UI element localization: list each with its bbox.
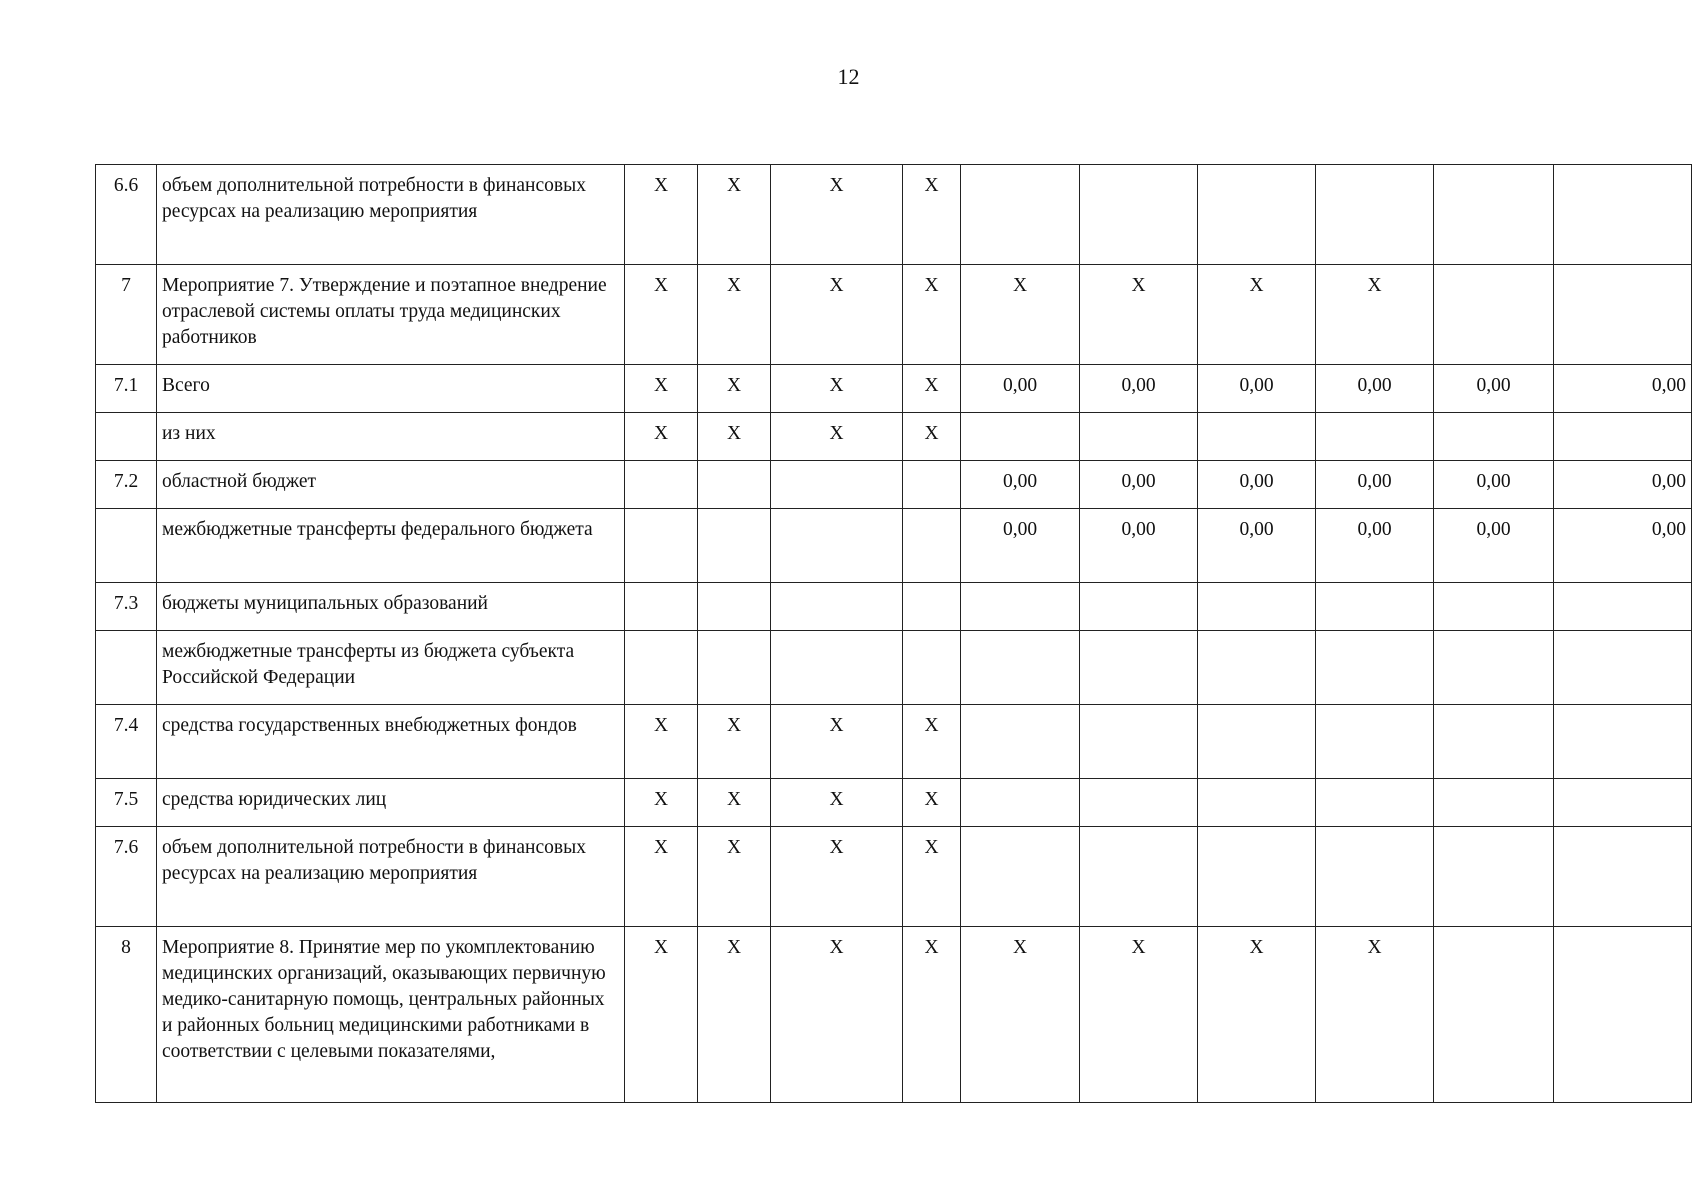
table-cell [961,413,1080,461]
table-cell [903,509,961,583]
table-cell: X [903,365,961,413]
row-description: из них [157,413,625,461]
table-cell [1080,827,1198,927]
table-cell [1434,583,1554,631]
row-number [96,631,157,705]
row-description: межбюджетные трансферты федерального бюджета [157,509,625,583]
row-description: областной бюджет [157,461,625,509]
row-description: объем дополнительной потребности в финансовых ресурсах на реализацию мероприятия [157,827,625,927]
row-description: Всего [157,365,625,413]
table-cell [903,461,961,509]
table-cell [961,779,1080,827]
table-cell: X [698,165,771,265]
table-cell [625,583,698,631]
page-number: 12 [837,64,860,89]
table-cell: X [1080,265,1198,365]
table-cell [1198,705,1316,779]
table-cell: 0,00 [1080,365,1198,413]
table-cell: X [771,779,903,827]
row-number: 7.5 [96,779,157,827]
table-cell: 0,00 [1434,365,1554,413]
table-cell [1198,583,1316,631]
table-cell [698,509,771,583]
table-row [96,583,1692,631]
table-cell [1316,631,1434,705]
table-cell [1080,583,1198,631]
row-number: 7.2 [96,461,157,509]
table-cell: X [625,265,698,365]
table-cell [1080,779,1198,827]
table-cell: X [771,165,903,265]
table-cell: X [771,927,903,1103]
table-cell [1316,165,1434,265]
table-cell [1434,927,1554,1103]
table-cell: X [625,927,698,1103]
table-cell [625,509,698,583]
table-cell [1316,583,1434,631]
table-cell: X [771,413,903,461]
table-cell [698,461,771,509]
table-body [96,165,1692,1103]
table-cell: X [625,705,698,779]
table-cell: X [903,705,961,779]
row-number: 7.4 [96,705,157,779]
table-cell: X [698,779,771,827]
row-description: межбюджетные трансферты из бюджета субъекта Российской Федерации [157,631,625,705]
table-cell: X [1198,265,1316,365]
table-cell: 0,00 [961,365,1080,413]
table-cell: X [903,165,961,265]
row-number: 7.1 [96,365,157,413]
table-cell: X [625,779,698,827]
table-cell [1198,165,1316,265]
table-cell: X [698,827,771,927]
table-cell [961,705,1080,779]
table-cell: X [903,265,961,365]
table-cell [1080,631,1198,705]
row-number [96,413,157,461]
table-cell [1554,705,1692,779]
table-row [96,365,1692,413]
table-cell: X [1316,927,1434,1103]
table-cell: X [1198,927,1316,1103]
row-number: 6.6 [96,165,157,265]
table-cell [1434,265,1554,365]
table-cell [1554,413,1692,461]
table-cell [961,631,1080,705]
table-cell [698,583,771,631]
table-cell [1434,165,1554,265]
table-cell [1080,705,1198,779]
table-cell [1198,827,1316,927]
table-cell: 0,00 [961,461,1080,509]
table-cell [771,583,903,631]
table-cell: X [771,265,903,365]
row-description: средства государственных внебюджетных фондов [157,705,625,779]
table-cell: 0,00 [1080,509,1198,583]
table-cell: X [625,165,698,265]
table-cell: X [903,779,961,827]
table-row [96,509,1692,583]
table-cell: X [625,827,698,927]
table-cell [961,165,1080,265]
table-cell [1554,779,1692,827]
table-cell [1434,705,1554,779]
table-cell [1080,165,1198,265]
table-cell [1198,779,1316,827]
table-cell: X [1316,265,1434,365]
table-cell: 0,00 [1554,365,1692,413]
row-description: Мероприятие 8. Принятие мер по укомплектованию медицинских организаций, оказывающих первичную медико-санитарную помощь, центральных районных и районных больниц медицинскими работниками в соответствии с целевыми показателями, [157,927,625,1103]
table-row [96,927,1692,1103]
table-cell [1554,265,1692,365]
table-cell: 0,00 [1316,365,1434,413]
row-number: 7.6 [96,827,157,927]
table-cell: X [1080,927,1198,1103]
table-cell: 0,00 [1316,461,1434,509]
row-number: 8 [96,927,157,1103]
table-cell [1316,413,1434,461]
table-cell [1554,165,1692,265]
table-cell [961,827,1080,927]
table-cell [1316,779,1434,827]
table-cell: X [771,365,903,413]
table-row [96,705,1692,779]
table-cell [1080,413,1198,461]
table-row [96,779,1692,827]
table-cell: X [771,827,903,927]
table-cell [1434,827,1554,927]
table-cell [698,631,771,705]
table-cell [771,509,903,583]
table-cell: 0,00 [1316,509,1434,583]
table-cell [771,631,903,705]
table-cell: 0,00 [1434,509,1554,583]
table-row [96,631,1692,705]
table-cell: 0,00 [1198,509,1316,583]
table-cell [1554,631,1692,705]
table-cell: 0,00 [1554,509,1692,583]
row-description: бюджеты муниципальных образований [157,583,625,631]
table-cell: 0,00 [1554,461,1692,509]
row-number [96,509,157,583]
table-row [96,413,1692,461]
table-cell [1554,927,1692,1103]
table-cell: 0,00 [961,509,1080,583]
table-cell [961,583,1080,631]
table-cell: X [698,927,771,1103]
table-cell: X [961,927,1080,1103]
table-cell: 0,00 [1198,365,1316,413]
table-cell: X [903,927,961,1103]
table-cell: 0,00 [1198,461,1316,509]
table-cell [1434,631,1554,705]
table-cell [771,461,903,509]
table-cell: X [698,265,771,365]
table-cell: 0,00 [1080,461,1198,509]
table-cell: X [903,827,961,927]
row-number: 7.3 [96,583,157,631]
table-cell: X [698,365,771,413]
table-row [96,827,1692,927]
table-cell [903,631,961,705]
table-cell: X [903,413,961,461]
table-cell: X [961,265,1080,365]
table-cell [1554,583,1692,631]
table-cell [1316,705,1434,779]
table-row [96,265,1692,365]
table-cell: 0,00 [1434,461,1554,509]
table-row [96,165,1692,265]
budget-table [95,164,1692,1103]
row-number: 7 [96,265,157,365]
table-cell [1316,827,1434,927]
table-cell: X [698,413,771,461]
row-description: средства юридических лиц [157,779,625,827]
table-cell: X [625,365,698,413]
table-cell [903,583,961,631]
table-cell [1434,779,1554,827]
table-cell [1198,413,1316,461]
table-cell: X [698,705,771,779]
table-cell [625,461,698,509]
table-row [96,461,1692,509]
table-cell [625,631,698,705]
table-cell: X [771,705,903,779]
table-cell [1434,413,1554,461]
table-cell [1198,631,1316,705]
table-cell [1554,827,1692,927]
row-description: Мероприятие 7. Утверждение и поэтапное внедрение отраслевой системы оплаты труда медицинских работников [157,265,625,365]
table-cell: X [625,413,698,461]
row-description: объем дополнительной потребности в финансовых ресурсах на реализацию мероприятия [157,165,625,265]
